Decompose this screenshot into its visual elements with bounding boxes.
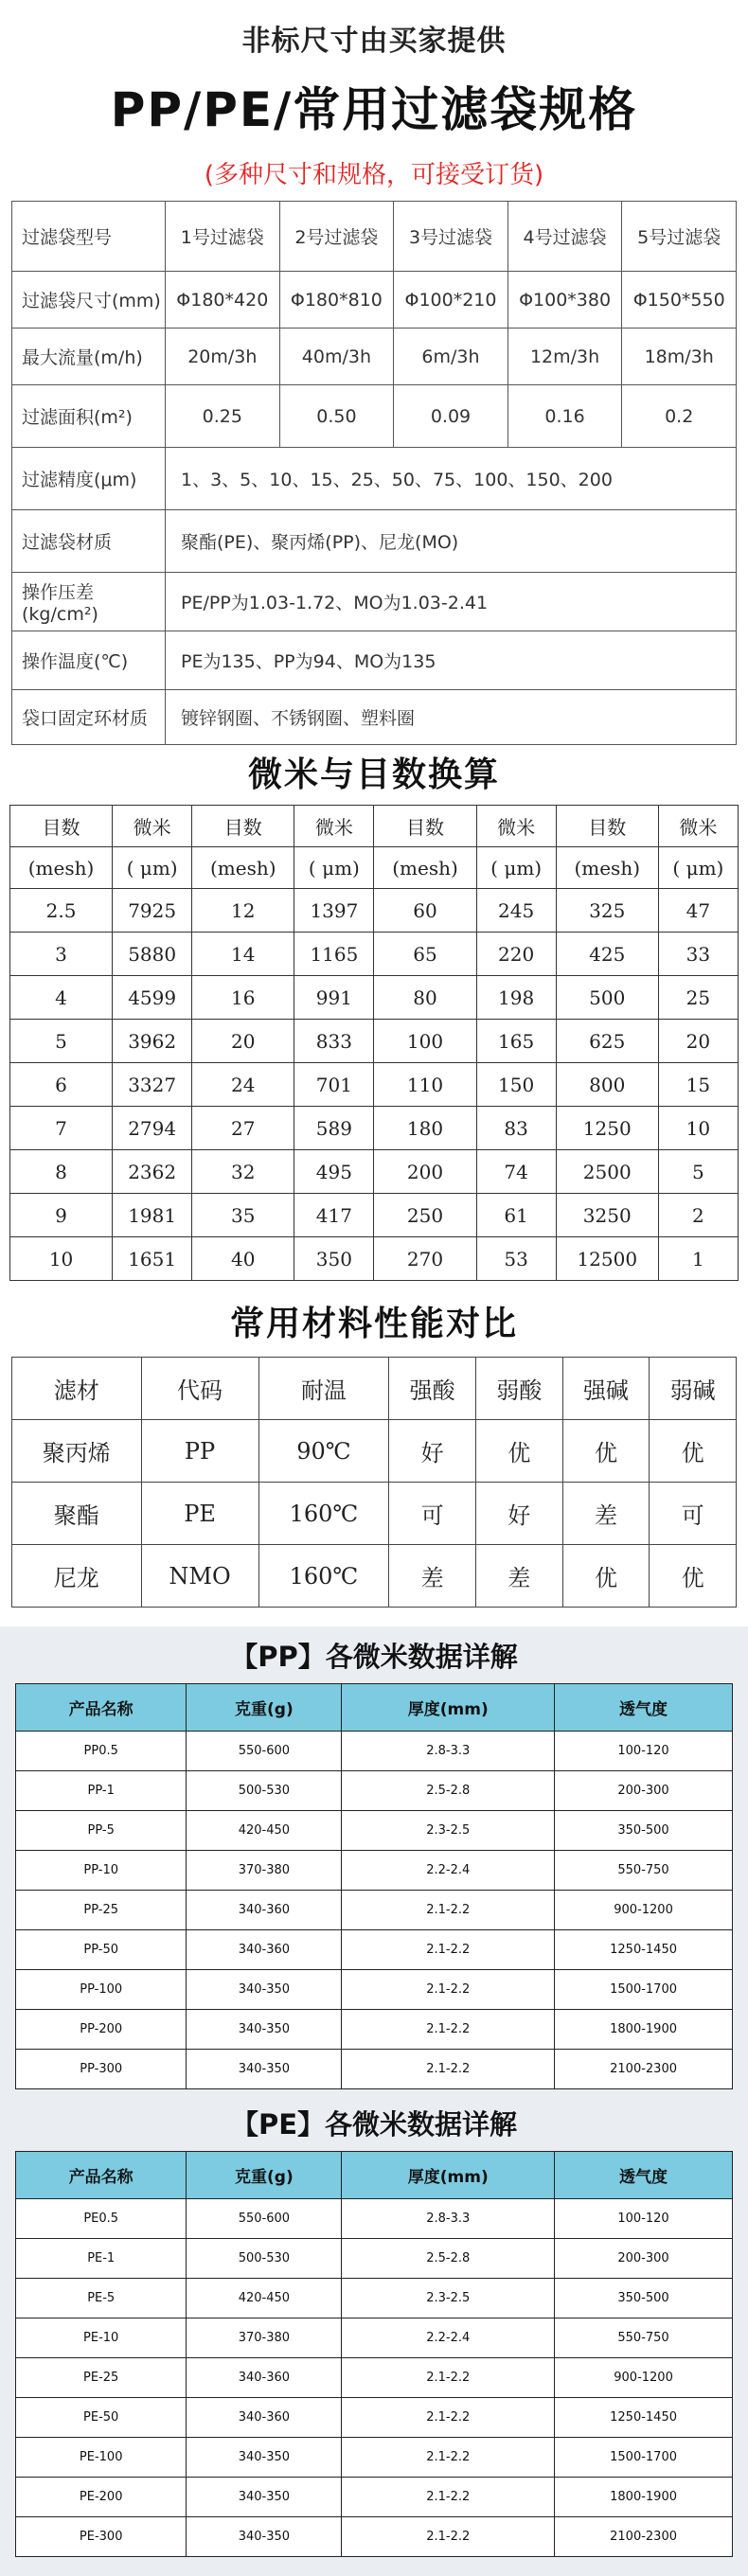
pe-cell: PE-300 — [16, 2517, 187, 2557]
pp-head-cell: 透气度 — [555, 1684, 733, 1732]
mesh-cell: 33 — [658, 933, 738, 976]
spec-row-model — [12, 202, 737, 272]
mesh-row — [10, 1194, 739, 1237]
material-cell: 聚酯 — [12, 1483, 142, 1545]
pp-detail-table — [15, 1683, 733, 2089]
spec-cell: 1号过滤袋 — [166, 202, 280, 272]
pp-cell: 370-380 — [187, 1851, 342, 1891]
pp-cell: 550-600 — [187, 1732, 342, 1771]
pp-cell: 2100-2300 — [555, 2050, 733, 2089]
pe-head-cell: 产品名称 — [16, 2152, 187, 2199]
pe-cell: 550-600 — [187, 2199, 342, 2239]
pp-cell: 340-350 — [187, 2050, 342, 2089]
mesh-cell: 12 — [192, 889, 294, 933]
mesh-conversion-table — [9, 805, 739, 1281]
spec-cell: 40m/3h — [279, 329, 394, 385]
mesh-head-cell: 微米 — [294, 806, 374, 847]
mesh-cell: 47 — [658, 889, 738, 933]
mesh-cell: 6 — [10, 1063, 113, 1107]
mesh-cell: 165 — [476, 1020, 556, 1063]
pe-cell: PE-50 — [16, 2398, 187, 2438]
pe-cell: PE-10 — [16, 2318, 187, 2358]
mesh-head-cell: 微米 — [658, 806, 738, 847]
pe-cell: 2.1-2.2 — [342, 2478, 555, 2517]
pe-cell: 2.2-2.4 — [342, 2318, 555, 2358]
pp-cell: 2.5-2.8 — [342, 1771, 555, 1811]
pe-cell: 340-360 — [187, 2358, 342, 2398]
mesh-cell: 4599 — [113, 976, 192, 1020]
spec-row-flow — [12, 329, 737, 385]
mesh-cell: 350 — [294, 1237, 374, 1281]
mesh-cell: 270 — [374, 1237, 476, 1281]
spec-cell: 0.09 — [394, 385, 508, 448]
material-cell: 优 — [650, 1420, 737, 1483]
spec-cell-wide: PE为135、PP为94、MO为135 — [166, 631, 737, 690]
pe-section-title: 【PE】各微米数据详解 — [230, 2108, 518, 2141]
pe-row — [16, 2438, 733, 2478]
spec-cell-wide: PE/PP为1.03-1.72、MO为1.03-2.41 — [166, 573, 737, 631]
spec-row-size — [12, 272, 737, 329]
pe-cell: PE-200 — [16, 2478, 187, 2517]
pp-row — [16, 2010, 733, 2050]
mesh-cell: 200 — [374, 1150, 476, 1194]
mesh-head-cell: (mesh) — [10, 847, 113, 889]
pe-row — [16, 2239, 733, 2279]
subtitle: 非标尺寸由买家提供 — [241, 25, 507, 58]
mesh-cell: 1651 — [113, 1237, 192, 1281]
pe-cell: 200-300 — [555, 2239, 733, 2279]
mesh-head-cell: 微米 — [476, 806, 556, 847]
pe-cell: 500-530 — [187, 2239, 342, 2279]
mesh-cell: 65 — [374, 933, 476, 976]
pp-head-cell: 产品名称 — [16, 1684, 187, 1732]
mesh-cell: 3962 — [113, 1020, 192, 1063]
mesh-row — [10, 933, 739, 976]
pe-cell: PE-1 — [16, 2239, 187, 2279]
spec-row-pressure — [12, 573, 737, 631]
pp-row — [16, 1732, 733, 1771]
mesh-row — [10, 1150, 739, 1194]
spec-row-ring — [12, 690, 737, 745]
spec-cell: 18m/3h — [622, 329, 737, 385]
material-row — [12, 1545, 737, 1608]
material-cell: 优 — [562, 1420, 650, 1483]
mesh-cell: 150 — [476, 1063, 556, 1107]
spec-cell: 2号过滤袋 — [279, 202, 394, 272]
pe-cell: 1800-1900 — [555, 2478, 733, 2517]
pp-cell: PP-10 — [16, 1851, 187, 1891]
mesh-cell: 2362 — [113, 1150, 192, 1194]
spec-cell-wide: 1、3、5、10、15、25、50、75、100、150、200 — [166, 448, 737, 510]
pe-cell: 340-350 — [187, 2478, 342, 2517]
mesh-head-cell: 目数 — [556, 806, 658, 847]
mesh-cell: 1397 — [294, 889, 374, 933]
mesh-cell: 15 — [658, 1063, 738, 1107]
material-head-cell: 强碱 — [562, 1358, 650, 1420]
spec-label: 袋口固定环材质 — [12, 690, 166, 745]
mesh-cell: 10 — [10, 1237, 113, 1281]
pp-cell: 550-750 — [555, 1851, 733, 1891]
pp-row — [16, 1771, 733, 1811]
mesh-cell: 110 — [374, 1063, 476, 1107]
mesh-cell: 60 — [374, 889, 476, 933]
mesh-row — [10, 1020, 739, 1063]
pp-row — [16, 1811, 733, 1851]
mesh-cell: 1 — [658, 1237, 738, 1281]
pp-row — [16, 1970, 733, 2010]
material-cell: 优 — [562, 1545, 650, 1608]
pp-cell: 340-360 — [187, 1930, 342, 1970]
pe-cell: 100-120 — [555, 2199, 733, 2239]
material-head-cell: 弱碱 — [650, 1358, 737, 1420]
page-title: PP/PE/常用过滤袋规格 — [110, 82, 638, 137]
spec-cell: 0.2 — [622, 385, 737, 448]
pp-head-cell: 厚度(mm) — [342, 1684, 555, 1732]
spec-cell: Φ180*420 — [166, 272, 280, 329]
mesh-cell: 7925 — [113, 889, 192, 933]
pe-cell: 550-750 — [555, 2318, 733, 2358]
pp-section-title: 【PP】各微米数据详解 — [230, 1641, 518, 1673]
pe-row — [16, 2358, 733, 2398]
material-cell: 160℃ — [258, 1483, 389, 1545]
material-row — [12, 1483, 737, 1545]
mesh-cell: 27 — [192, 1107, 294, 1150]
spec-cell: 20m/3h — [166, 329, 280, 385]
mesh-cell: 5880 — [113, 933, 192, 976]
pe-cell: 2.1-2.2 — [342, 2358, 555, 2398]
mesh-cell: 833 — [294, 1020, 374, 1063]
pe-cell: PE-100 — [16, 2438, 187, 2478]
pe-row — [16, 2279, 733, 2318]
material-head-row — [12, 1358, 737, 1420]
spec-label: 过滤袋材质 — [12, 510, 166, 573]
pe-head-cell: 透气度 — [555, 2152, 733, 2199]
material-cell: 差 — [389, 1545, 476, 1608]
mesh-cell: 625 — [556, 1020, 658, 1063]
mesh-head-cell: ( μm) — [658, 847, 738, 889]
mesh-head-cell: ( μm) — [476, 847, 556, 889]
spec-cell: 12m/3h — [508, 329, 622, 385]
spec-row-material — [12, 510, 737, 573]
spec-cell: Φ150*550 — [622, 272, 737, 329]
mesh-cell: 80 — [374, 976, 476, 1020]
pp-cell: PP-1 — [16, 1771, 187, 1811]
spec-cell: 6m/3h — [394, 329, 508, 385]
material-row — [12, 1420, 737, 1483]
pe-cell: 1250-1450 — [555, 2398, 733, 2438]
mesh-cell: 180 — [374, 1107, 476, 1150]
mesh-head-cell: 目数 — [374, 806, 476, 847]
spec-row-area — [12, 385, 737, 448]
material-cell: 可 — [650, 1483, 737, 1545]
material-cell: 聚丙烯 — [12, 1420, 142, 1483]
mesh-cell: 53 — [476, 1237, 556, 1281]
material-head-cell: 强酸 — [389, 1358, 476, 1420]
pp-cell: 2.3-2.5 — [342, 1811, 555, 1851]
mesh-row — [10, 976, 739, 1020]
pe-cell: PE-25 — [16, 2358, 187, 2398]
pp-cell: 200-300 — [555, 1771, 733, 1811]
mesh-head-cell: (mesh) — [556, 847, 658, 889]
mesh-cell: 24 — [192, 1063, 294, 1107]
pp-row — [16, 2050, 733, 2089]
pp-cell: 100-120 — [555, 1732, 733, 1771]
mesh-head-row — [10, 847, 739, 889]
material-comparison-table — [11, 1357, 737, 1608]
spec-cell: 0.25 — [166, 385, 280, 448]
mesh-cell: 495 — [294, 1150, 374, 1194]
mesh-cell: 425 — [556, 933, 658, 976]
pp-cell: 420-450 — [187, 1811, 342, 1851]
material-cell: NMO — [141, 1545, 258, 1608]
spec-label: 操作温度(℃) — [12, 631, 166, 690]
mesh-cell: 8 — [10, 1150, 113, 1194]
spec-label: 过滤袋尺寸(mm) — [12, 272, 166, 329]
pe-head-row — [16, 2152, 733, 2199]
pp-head-row — [16, 1684, 733, 1732]
material-cell: PP — [141, 1420, 258, 1483]
pe-cell: 340-350 — [187, 2438, 342, 2478]
material-cell: 尼龙 — [12, 1545, 142, 1608]
material-cell: 90℃ — [258, 1420, 389, 1483]
pe-cell: 2100-2300 — [555, 2517, 733, 2557]
mesh-section-title: 微米与目数换算 — [247, 755, 500, 794]
mesh-cell: 800 — [556, 1063, 658, 1107]
spec-cell: 4号过滤袋 — [508, 202, 622, 272]
pp-cell: 2.1-2.2 — [342, 1930, 555, 1970]
page-header — [0, 0, 748, 190]
pe-cell: 2.1-2.2 — [342, 2438, 555, 2478]
material-cell: 差 — [562, 1483, 650, 1545]
pp-cell: PP-200 — [16, 2010, 187, 2050]
spec-label: 过滤袋型号 — [12, 202, 166, 272]
mesh-cell: 2500 — [556, 1150, 658, 1194]
mesh-cell: 417 — [294, 1194, 374, 1237]
mesh-head-cell: 目数 — [10, 806, 113, 847]
mesh-cell: 14 — [192, 933, 294, 976]
mesh-cell: 5 — [658, 1150, 738, 1194]
pp-cell: PP0.5 — [16, 1732, 187, 1771]
pp-cell: 900-1200 — [555, 1891, 733, 1930]
material-cell: 可 — [389, 1483, 476, 1545]
mesh-cell: 100 — [374, 1020, 476, 1063]
mesh-cell: 25 — [658, 976, 738, 1020]
pp-cell: PP-100 — [16, 1970, 187, 2010]
pe-cell: 1500-1700 — [555, 2438, 733, 2478]
pe-cell: 340-360 — [187, 2398, 342, 2438]
spec-cell: Φ100*210 — [394, 272, 508, 329]
mesh-cell: 16 — [192, 976, 294, 1020]
pp-cell: 1800-1900 — [555, 2010, 733, 2050]
pp-cell: PP-5 — [16, 1811, 187, 1851]
spec-label: 最大流量(m/h) — [12, 329, 166, 385]
pe-head-cell: 厚度(mm) — [342, 2152, 555, 2199]
pe-cell: 340-350 — [187, 2517, 342, 2557]
pp-cell: 340-350 — [187, 1970, 342, 2010]
material-cell: 160℃ — [258, 1545, 389, 1608]
pe-cell: 420-450 — [187, 2279, 342, 2318]
mesh-cell: 589 — [294, 1107, 374, 1150]
pp-cell: 500-530 — [187, 1771, 342, 1811]
mesh-cell: 35 — [192, 1194, 294, 1237]
spec-label: 过滤面积(m²) — [12, 385, 166, 448]
pp-cell: PP-25 — [16, 1891, 187, 1930]
pp-cell: 2.2-2.4 — [342, 1851, 555, 1891]
pp-row — [16, 1891, 733, 1930]
mesh-cell: 32 — [192, 1150, 294, 1194]
spec-cell: 5号过滤袋 — [622, 202, 737, 272]
mesh-row — [10, 1237, 739, 1281]
mesh-cell: 1165 — [294, 933, 374, 976]
mesh-cell: 3250 — [556, 1194, 658, 1237]
mesh-cell: 198 — [476, 976, 556, 1020]
order-note: (多种尺寸和规格，可接受订货) — [204, 161, 544, 189]
pe-cell: 350-500 — [555, 2279, 733, 2318]
spec-cell: 0.50 — [279, 385, 394, 448]
material-section-title: 常用材料性能对比 — [229, 1305, 518, 1343]
mesh-cell: 220 — [476, 933, 556, 976]
pe-head-cell: 克重(g) — [187, 2152, 342, 2199]
mesh-cell: 74 — [476, 1150, 556, 1194]
material-cell: PE — [141, 1483, 258, 1545]
mesh-cell: 1981 — [113, 1194, 192, 1237]
spec-cell: 3号过滤袋 — [394, 202, 508, 272]
mesh-head-cell: (mesh) — [192, 847, 294, 889]
mesh-cell: 40 — [192, 1237, 294, 1281]
spec-cell-wide: 镀锌钢圈、不锈钢圈、塑料圈 — [166, 690, 737, 745]
pp-cell: 2.8-3.3 — [342, 1732, 555, 1771]
pe-cell: 2.5-2.8 — [342, 2239, 555, 2279]
pp-cell: 340-360 — [187, 1891, 342, 1930]
mesh-cell: 245 — [476, 889, 556, 933]
material-head-cell: 弱酸 — [475, 1358, 562, 1420]
mesh-cell: 2794 — [113, 1107, 192, 1150]
pe-cell: 2.1-2.2 — [342, 2517, 555, 2557]
pp-head-cell: 克重(g) — [187, 1684, 342, 1732]
material-head-cell: 滤材 — [12, 1358, 142, 1420]
mesh-cell: 9 — [10, 1194, 113, 1237]
pe-row — [16, 2398, 733, 2438]
mesh-head-cell: (mesh) — [374, 847, 476, 889]
pe-detail-table — [15, 2151, 733, 2557]
pe-cell: 2.1-2.2 — [342, 2398, 555, 2438]
pp-cell: 340-350 — [187, 2010, 342, 2050]
pp-cell: 2.1-2.2 — [342, 1970, 555, 2010]
pp-cell: 1250-1450 — [555, 1930, 733, 1970]
pp-cell: 350-500 — [555, 1811, 733, 1851]
pe-cell: PE0.5 — [16, 2199, 187, 2239]
pe-cell: 2.8-3.3 — [342, 2199, 555, 2239]
pp-cell: 2.1-2.2 — [342, 1891, 555, 1930]
pe-row — [16, 2199, 733, 2239]
material-cell: 好 — [389, 1420, 476, 1483]
pp-cell: 1500-1700 — [555, 1970, 733, 2010]
mesh-cell: 83 — [476, 1107, 556, 1150]
mesh-cell: 7 — [10, 1107, 113, 1150]
pe-row — [16, 2478, 733, 2517]
material-head-cell: 耐温 — [258, 1358, 389, 1420]
pp-row — [16, 1930, 733, 1970]
mesh-cell: 991 — [294, 976, 374, 1020]
mesh-cell: 4 — [10, 976, 113, 1020]
pe-row — [16, 2318, 733, 2358]
mesh-cell: 5 — [10, 1020, 113, 1063]
material-head-cell: 代码 — [141, 1358, 258, 1420]
mesh-cell: 500 — [556, 976, 658, 1020]
pp-cell: 2.1-2.2 — [342, 2050, 555, 2089]
mesh-cell: 250 — [374, 1194, 476, 1237]
mesh-head-cell: 微米 — [113, 806, 192, 847]
mesh-cell: 701 — [294, 1063, 374, 1107]
mesh-cell: 12500 — [556, 1237, 658, 1281]
mesh-head-cell: 目数 — [192, 806, 294, 847]
mesh-cell: 2 — [658, 1194, 738, 1237]
pp-row — [16, 1851, 733, 1891]
pe-cell: 2.3-2.5 — [342, 2279, 555, 2318]
spec-row-temperature — [12, 631, 737, 690]
pe-row — [16, 2517, 733, 2557]
spec-cell: Φ100*380 — [508, 272, 622, 329]
mesh-cell: 325 — [556, 889, 658, 933]
pe-cell: 900-1200 — [555, 2358, 733, 2398]
spec-row-precision — [12, 448, 737, 510]
pp-cell: PP-50 — [16, 1930, 187, 1970]
pe-cell: 370-380 — [187, 2318, 342, 2358]
spec-label: 过滤精度(μm) — [12, 448, 166, 510]
mesh-head-cell: ( μm) — [294, 847, 374, 889]
filter-bag-spec-table — [11, 201, 737, 745]
mesh-row — [10, 1063, 739, 1107]
mesh-cell: 3 — [10, 933, 113, 976]
mesh-cell: 61 — [476, 1194, 556, 1237]
spec-cell: 0.16 — [508, 385, 622, 448]
mesh-row — [10, 1107, 739, 1150]
spec-cell: Φ180*810 — [279, 272, 394, 329]
mesh-cell: 20 — [658, 1020, 738, 1063]
mesh-cell: 20 — [192, 1020, 294, 1063]
mesh-head-row — [10, 806, 739, 847]
spec-cell-wide: 聚酯(PE)、聚丙烯(PP)、尼龙(MO) — [166, 510, 737, 573]
material-cell: 好 — [475, 1483, 562, 1545]
material-cell: 优 — [475, 1420, 562, 1483]
pp-cell: 2.1-2.2 — [342, 2010, 555, 2050]
pe-cell: PE-5 — [16, 2279, 187, 2318]
mesh-cell: 2.5 — [10, 889, 113, 933]
mesh-head-cell: ( μm) — [113, 847, 192, 889]
mesh-cell: 1250 — [556, 1107, 658, 1150]
mesh-cell: 10 — [658, 1107, 738, 1150]
material-cell: 差 — [475, 1545, 562, 1608]
mesh-row — [10, 889, 739, 933]
pp-cell: PP-300 — [16, 2050, 187, 2089]
material-cell: 优 — [650, 1545, 737, 1608]
mesh-cell: 3327 — [113, 1063, 192, 1107]
spec-label: 操作压差(kg/cm²) — [12, 573, 166, 631]
